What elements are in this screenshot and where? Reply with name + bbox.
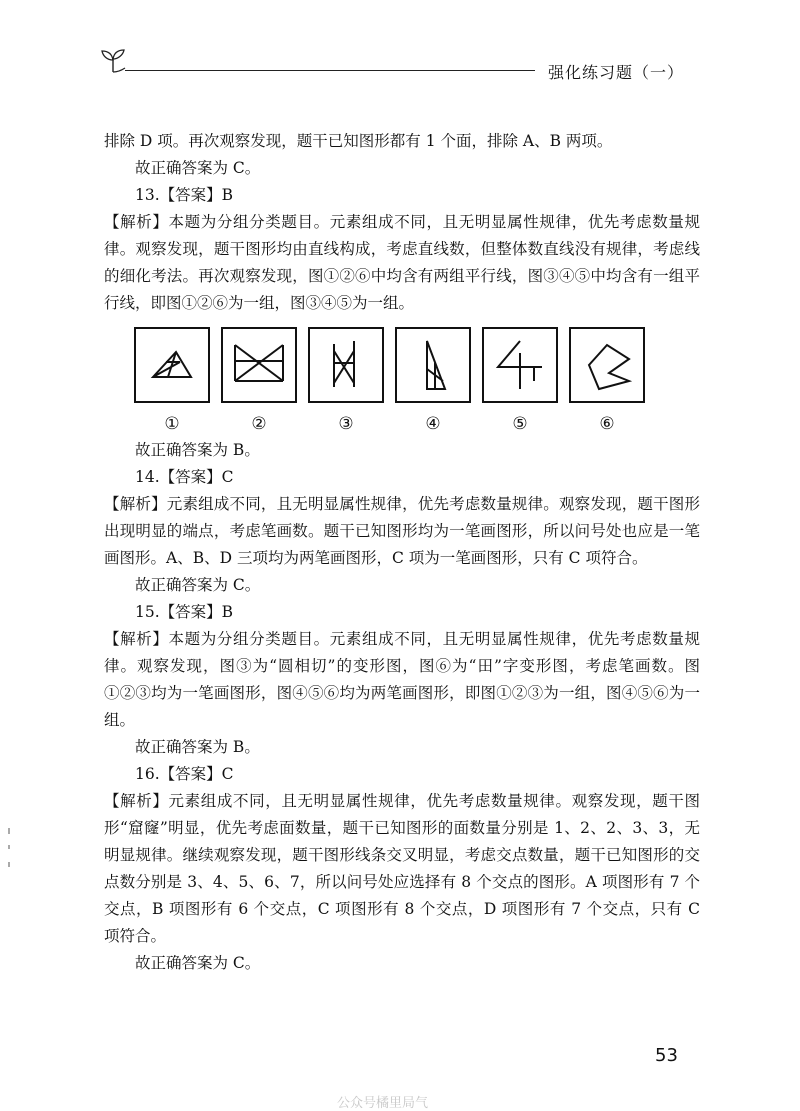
figure-1-shape: [136, 329, 208, 401]
figure-3-shape: [310, 329, 382, 401]
figure-label-1: ①: [164, 414, 180, 434]
figure-2: [221, 327, 297, 403]
watermark: 公众号橘里局气: [337, 1096, 429, 1111]
page-body: [104, 128, 700, 977]
analysis-16: 【解析】元素组成不同，且无明显属性规律，优先考虑数量规律。观察发现，题干图形“窟窿”明显，优先考虑面数量，题干已知图形的面数量分别是 1、2、2、3、3，无明显规律。继续观察发现，题干图形线条交叉明显，考虑交点数量，题干已知图形的交点数分别是 3、4、5、6、7，所以问号处应选择有 8 个交点的图形。A 项图形有 7 个交点，B 项图形有 6 个交点，C 项图形有 8 个交点，D 项图形有 7 个交点，只有 C 项符合。: [104, 792, 700, 945]
scan-artifact: [8, 845, 10, 849]
figure-label-6: ⑥: [599, 414, 615, 434]
answer-label-13: 13.【答案】B: [135, 186, 234, 204]
figure-4-shape: [397, 329, 469, 401]
scan-artifact: [8, 862, 10, 867]
figure-label-4: ④: [425, 414, 441, 434]
answer-conclusion: 故正确答案为 C。: [135, 159, 261, 177]
figure-2-shape: [223, 329, 295, 401]
answer-conclusion-15: 故正确答案为 B。: [135, 738, 260, 756]
figure-5: [482, 327, 558, 403]
figure-row: [104, 327, 700, 437]
answer-label-15: 15.【答案】B: [135, 603, 234, 621]
answer-label-14: 14.【答案】C: [135, 468, 234, 486]
answer-conclusion-13: 故正确答案为 B。: [135, 441, 260, 459]
figure-label-3: ③: [338, 414, 354, 434]
answer-conclusion-14: 故正确答案为 C。: [135, 576, 261, 594]
analysis-14: 【解析】元素组成不同，且无明显属性规律，优先考虑数量规律。观察发现，题干图形出现明显的端点，考虑笔画数。题干已知图形均为一笔画图形，所以问号处也应是一笔画图形。A、B、D 三项均为两笔画图形，C 项为一笔画图形，只有 C 项符合。: [104, 495, 700, 567]
analysis-15: 【解析】本题为分组分类题目。元素组成不同，且无明显属性规律，优先考虑数量规律。观察发现，图③为“圆相切”的变形图，图⑥为“田”字变形图，考虑笔画数。图①②③均为一笔画图形，图④⑤⑥均为两笔画图形，即图①②③为一组，图④⑤⑥为一组。: [104, 630, 700, 729]
figure-6: [569, 327, 645, 403]
page-number: 53: [655, 1045, 678, 1066]
sprout-logo-icon: [98, 46, 128, 76]
answer-conclusion-16: 故正确答案为 C。: [135, 954, 261, 972]
figure-4: [395, 327, 471, 403]
figure-label-5: ⑤: [512, 414, 528, 434]
scan-artifact: [8, 828, 10, 834]
header-rule: [125, 70, 535, 71]
figure-5-shape: [484, 329, 556, 401]
chapter-title: 强化练习题（一）: [548, 63, 685, 82]
paragraph-continuation: 排除 D 项。再次观察发现，题干已知图形都有 1 个面，排除 A、B 两项。: [104, 132, 613, 150]
figure-1: [134, 327, 210, 403]
figure-label-2: ②: [251, 414, 267, 434]
figure-6-shape: [571, 329, 643, 401]
analysis-13: 【解析】本题为分组分类题目。元素组成不同，且无明显属性规律，优先考虑数量规律。观察发现，题干图形均由直线构成，考虑直线数，但整体数直线没有规律，考虑线的细化考法。再次观察发现，图①②⑥中均含有两组平行线，图③④⑤中均含有一组平行线，即图①②⑥为一组，图③④⑤为一组。: [104, 213, 700, 312]
figure-3: [308, 327, 384, 403]
answer-label-16: 16.【答案】C: [135, 765, 234, 783]
